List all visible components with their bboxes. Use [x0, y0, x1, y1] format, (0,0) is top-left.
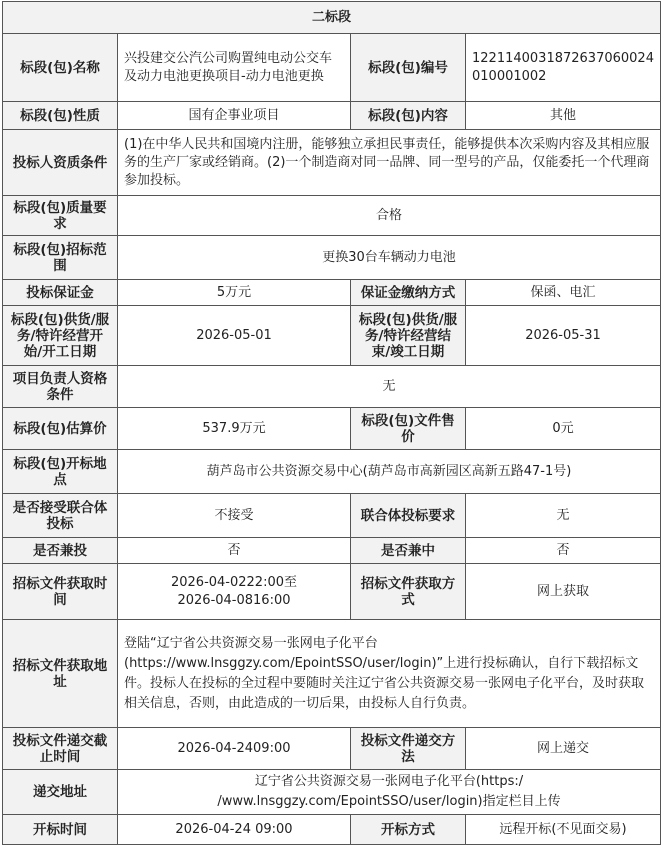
code-value: 1221140031872637060024010001002 — [466, 34, 661, 102]
submit-address-value — [118, 770, 661, 815]
get-time-label: 招标文件获取时间 — [3, 564, 118, 620]
submit-method-value: 网上递交 — [466, 728, 661, 770]
start-date-value: 2026-05-01 — [118, 306, 351, 366]
get-method-value: 网上获取 — [466, 564, 661, 620]
scope-value: 更换30台车辆动力电池 — [118, 236, 661, 280]
section-title: 二标段 — [3, 2, 661, 34]
dual-bid-value: 否 — [118, 538, 351, 564]
union-requirement-value: 无 — [466, 494, 661, 538]
union-requirement-label: 联合体投标要求 — [351, 494, 466, 538]
get-time-from: 2026-04-0222:00至 — [170, 574, 297, 590]
open-time-value: 2026-04-24 09:00 — [118, 815, 351, 845]
nature-label: 标段(包)性质 — [3, 102, 118, 130]
bond-label: 投标保证金 — [3, 280, 118, 306]
get-address-label: 招标文件获取地址 — [3, 620, 118, 728]
get-address-line3: 标人在投标的全过程中要随时关注辽宁省公共资源交易一张网电子化平台，及时获取相关信息，否则，由此造成的一切后果，由投标人自行负责。 — [124, 675, 645, 711]
get-address-value — [118, 620, 661, 728]
union-value: 不接受 — [118, 494, 351, 538]
submit-address-line1: 辽宁省公共资源交易一张网电子化平台(https:/ — [254, 774, 524, 789]
code-label: 标段(包)编号 — [351, 34, 466, 102]
manager-label: 项目负责人资格条件 — [3, 366, 118, 408]
scope-label: 标段(包)招标范围 — [3, 236, 118, 280]
place-value: 葫芦岛市公共资源交易中心(葫芦岛市高新园区高新五路47-1号) — [118, 450, 661, 494]
dual-win-value: 否 — [466, 538, 661, 564]
dual-bid-label: 是否兼投 — [3, 538, 118, 564]
deadline-label: 投标文件递交截止时间 — [3, 728, 118, 770]
get-time-value — [118, 564, 351, 620]
manager-value: 无 — [118, 366, 661, 408]
bond-value: 5万元 — [118, 280, 351, 306]
content-label: 标段(包)内容 — [351, 102, 466, 130]
get-address-line1: 登陆“辽宁省公共资源交易一张网电子化平台(https:/ — [124, 635, 378, 671]
bond-method-value: 保函、电汇 — [466, 280, 661, 306]
open-time-label: 开标时间 — [3, 815, 118, 845]
qualification-label: 投标人资质条件 — [3, 130, 118, 196]
start-date-label: 标段(包)供货/服务/特许经营开始/开工日期 — [3, 306, 118, 366]
name-value: 兴投建交公汽公司购置纯电动公交车及动力电池更换项目-动力电池更换 — [118, 34, 351, 102]
price-label: 标段(包)文件售价 — [351, 408, 466, 450]
dual-win-label: 是否兼中 — [351, 538, 466, 564]
open-method-value: 远程开标(不见面交易) — [466, 815, 661, 845]
quality-value: 合格 — [118, 196, 661, 236]
qualification-value: (1)在中华人民共和国境内注册，能够独立承担民事责任，能够提供本次采购内容及其相应服务的生产厂家或经销商。(2)一个制造商对同一品牌、同一型号的产品，仅能委托一个代理商参加投标。 — [118, 130, 661, 196]
estimate-value: 537.9万元 — [118, 408, 351, 450]
content-value: 其他 — [466, 102, 661, 130]
bond-method-label: 保证金缴纳方式 — [351, 280, 466, 306]
get-time-to: 2026-04-0816:00 — [177, 592, 291, 608]
submit-method-label: 投标文件递交方法 — [351, 728, 466, 770]
nature-value: 国有企事业项目 — [118, 102, 351, 130]
open-method-label: 开标方式 — [351, 815, 466, 845]
name-label: 标段(包)名称 — [3, 34, 118, 102]
end-date-value: 2026-05-31 — [466, 306, 661, 366]
tender-section-table — [2, 1, 661, 845]
place-label: 标段(包)开标地点 — [3, 450, 118, 494]
price-value: 0元 — [466, 408, 661, 450]
union-label: 是否接受联合体投标 — [3, 494, 118, 538]
submit-address-line2[interactable]: /www.lnsggzy.com/EpointSSO/user/login)指定栏目上传 — [217, 794, 561, 809]
quality-label: 标段(包)质量要求 — [3, 196, 118, 236]
end-date-label: 标段(包)供货/服务/特许经营结束/竣工日期 — [351, 306, 466, 366]
deadline-value: 2026-04-2409:00 — [118, 728, 351, 770]
submit-address-label: 递交地址 — [3, 770, 118, 815]
estimate-label: 标段(包)估算价 — [3, 408, 118, 450]
get-address-line2[interactable]: /www.lnsggzy.com/EpointSSO/user/login)”上进行投标确认，自行下载招标文件。投 — [124, 655, 639, 691]
get-method-label: 招标文件获取方式 — [351, 564, 466, 620]
